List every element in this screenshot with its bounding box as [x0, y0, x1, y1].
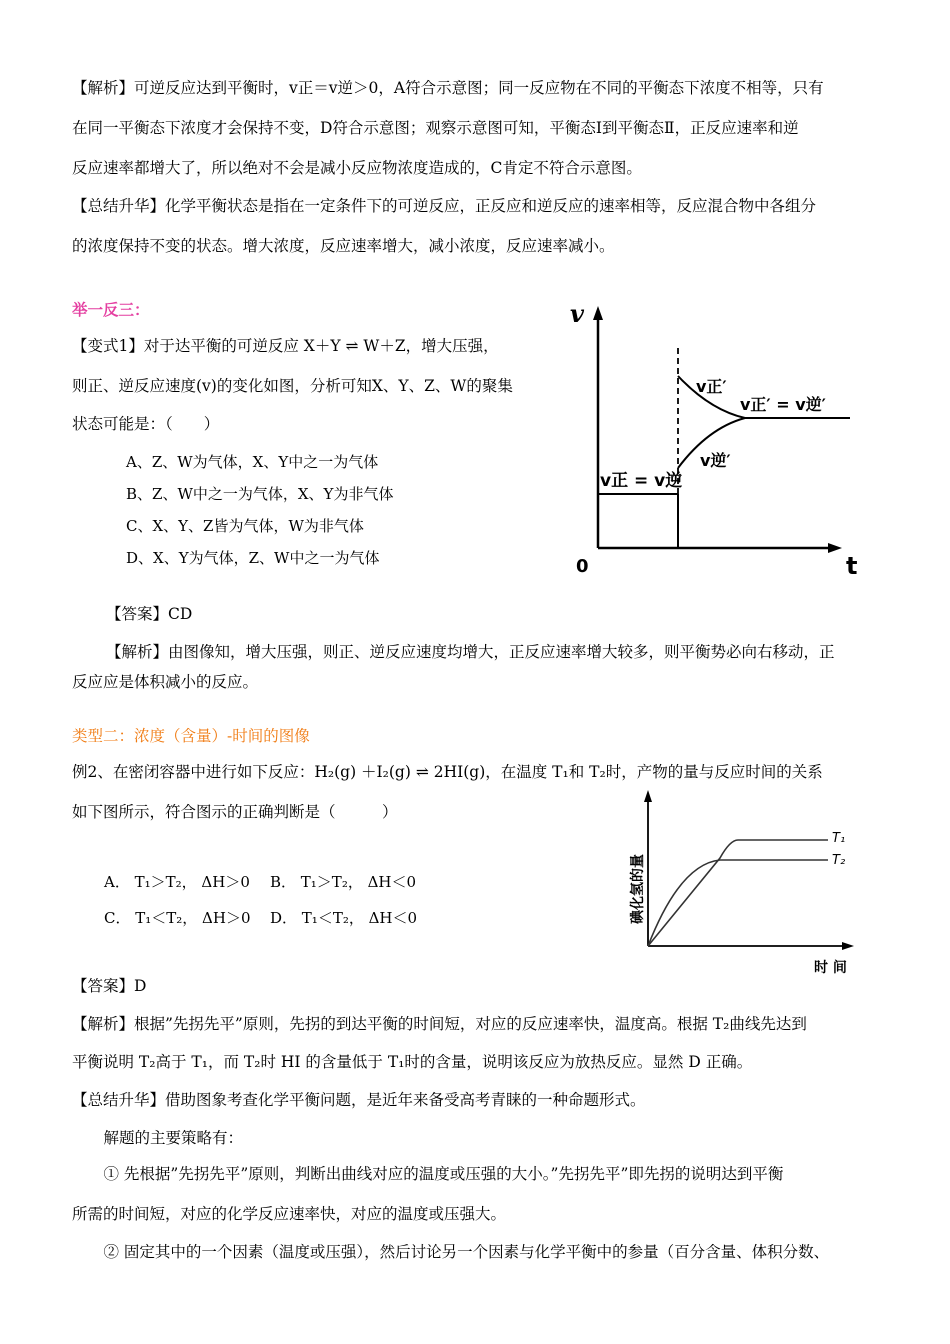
question-line: 则正、逆反应速度(v)的变化如图，分析可知X、Y、Z、W的聚集: [72, 377, 513, 395]
analysis-line: 反应速率都增大了，所以绝对不会是减小反应物浓度造成的，C肯定不符合示意图。: [72, 159, 642, 177]
analysis-line: 【解析】根据”先拐先平”原则，先拐的到达平衡的时间短，对应的反应速率快，温度高。根据 T₂曲线先达到: [72, 1015, 807, 1033]
t1-label: T₁: [832, 831, 846, 846]
origin-label: 0: [576, 556, 589, 577]
answer-text: 【答案】D: [72, 977, 147, 995]
question-line: 状态可能是：（ ）: [72, 415, 220, 433]
y-axis-label: v: [570, 300, 584, 328]
analysis-line: 【解析】可逆反应达到平衡时，v正＝v逆＞0，A符合示意图；同一反应物在不同的平衡态下浓度不相等，只有: [72, 79, 824, 97]
summary-line: ① 先根据”先拐先平”原则，判断出曲线对应的温度或压强的大小。”先拐先平”即先拐的说明达到平衡: [88, 1165, 784, 1183]
option-c: C． T₁＜T₂， ΔH＞0: [104, 909, 251, 927]
variant-heading: 举一反三：: [72, 301, 150, 319]
option-c: C、X、Y、Z皆为气体，W为非气体: [126, 517, 364, 535]
question-line: 【变式1】对于达平衡的可逆反应 X＋Y ⇌ W＋Z，增大压强，: [72, 337, 499, 355]
hi-time-figure: [620, 784, 870, 980]
t2-curve: [648, 860, 828, 946]
summary-line: 解题的主要策略有：: [88, 1129, 244, 1147]
y-axis-label: 碘化氢的量: [630, 854, 646, 924]
option-d: D． T₁＜T₂， ΔH＜0: [270, 909, 418, 927]
analysis-line: 平衡说明 T₂高于 T₁，而 T₂时 HI 的含量低于 T₁时的含量，说明该反应为放热反应。显然 D 正确。: [72, 1053, 753, 1071]
question-line: 例2、在密闭容器中进行如下反应：H₂(g) ＋I₂(g) ⇌ 2HI(g)，在温度 T₁和 T₂时，产物的量与反应时间的关系: [72, 763, 823, 781]
final-rate-label: v正′ = v逆′: [740, 395, 826, 414]
x-axis-label: t: [846, 552, 858, 580]
summary-line: 所需的时间短，对应的化学反应速率快，对应的温度或压强大。: [72, 1205, 507, 1223]
summary-line: ② 固定其中的一个因素（温度或压强），然后讨论另一个因素与化学平衡中的参量（百分含量、体积分数、: [88, 1243, 830, 1261]
x-axis-label: 时 间: [814, 960, 847, 976]
summary-line: 【总结升华】借助图象考查化学平衡问题，是近年来备受高考青睐的一种命题形式。: [72, 1091, 646, 1109]
option-a: A、Z、W为气体，X、Y中之一为气体: [126, 453, 379, 471]
analysis-line: 反应应是体积减小的反应。: [72, 673, 259, 691]
option-a: A． T₁＞T₂， ΔH＞0: [104, 873, 250, 891]
analysis-line: 【解析】由图像知，增大压强，则正、逆反应速度均增大，正反应速率增大较多，则平衡势必向右移动，正: [106, 643, 835, 661]
question-line: 如下图所示，符合图示的正确判断是（ ）: [72, 803, 398, 821]
x-axis-arrow: [828, 543, 842, 553]
option-b: B． T₁＞T₂， ΔH＜0: [270, 873, 417, 891]
initial-rate-label: v正 = v逆: [600, 471, 683, 491]
option-b: B、Z、W中之一为气体，X、Y为非气体: [126, 485, 394, 503]
summary-line: 【总结升华】化学平衡状态是指在一定条件下的可逆反应，正反应和逆反应的速率相等，反应混合物中各组分: [72, 197, 817, 215]
reverse-rate-label: v逆′: [700, 451, 731, 470]
t2-label: T₂: [832, 853, 846, 868]
rate-time-figure: [560, 300, 880, 590]
option-d: D、X、Y为气体，Z、W中之一为气体: [126, 549, 380, 567]
type2-heading: 类型二：浓度（含量）-时间的图像: [72, 727, 310, 745]
x-axis-arrow: [842, 942, 854, 950]
summary-line: 的浓度保持不变的状态。增大浓度，反应速率增大，减小浓度，反应速率减小。: [72, 237, 615, 255]
y-axis-arrow: [593, 306, 603, 320]
analysis-line: 在同一平衡态下浓度才会保持不变，D符合示意图；观察示意图可知，平衡态Ⅰ到平衡态Ⅱ，正反应速率和逆: [72, 119, 799, 137]
y-axis-arrow: [644, 790, 652, 802]
forward-rate-label: v正′: [696, 377, 727, 396]
answer-text: 【答案】CD: [106, 605, 193, 623]
